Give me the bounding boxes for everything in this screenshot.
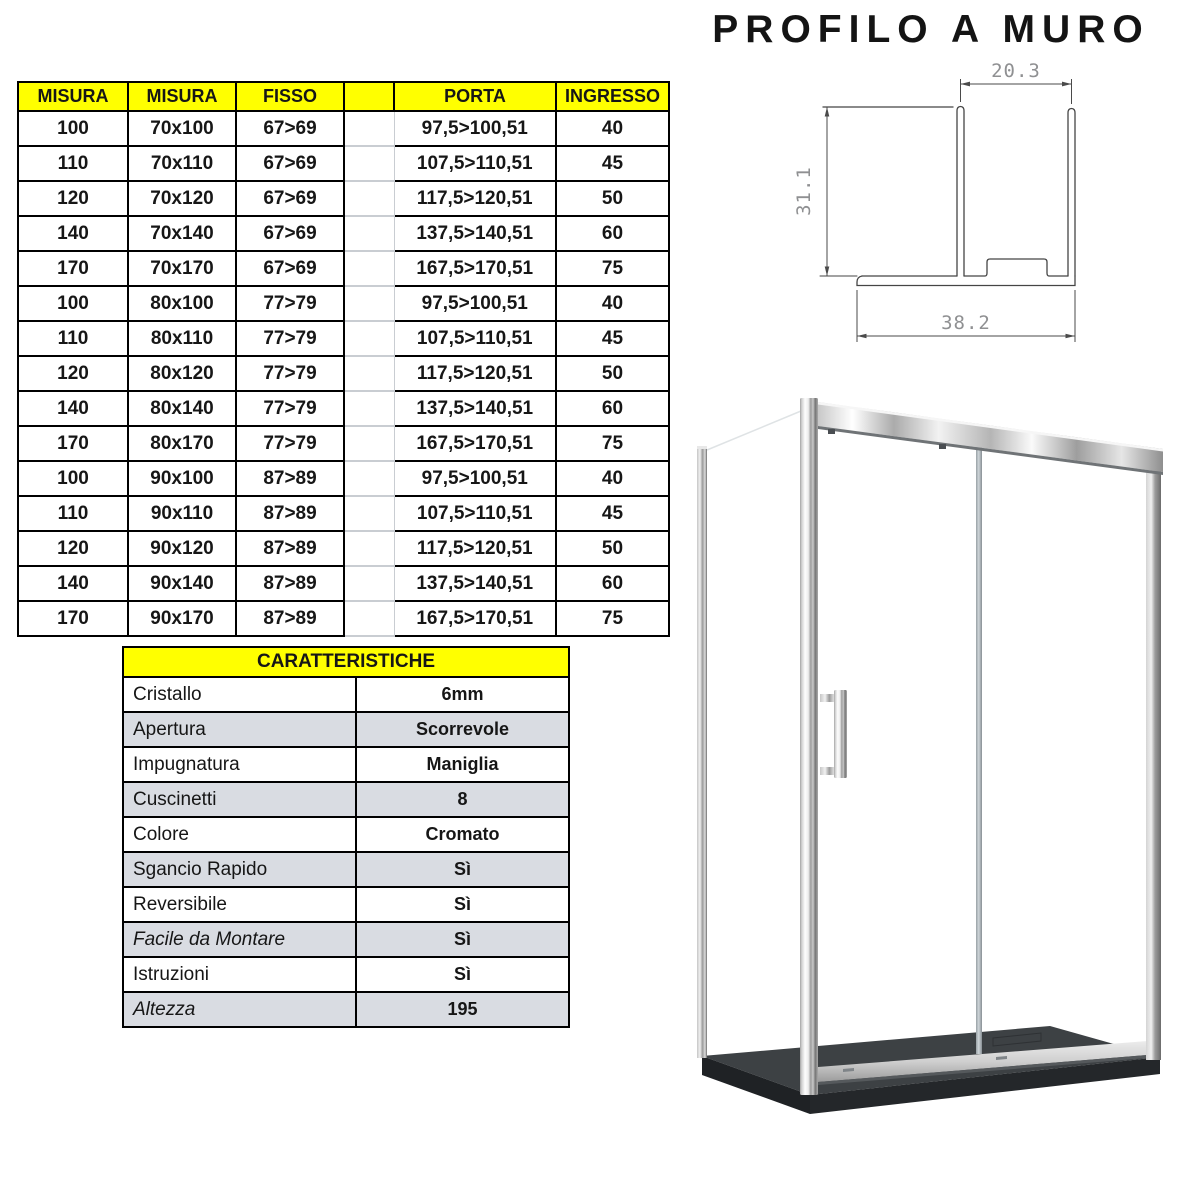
feature-label: Facile da Montare [123, 922, 356, 957]
sizes-row [18, 461, 669, 496]
sizes-row [18, 531, 669, 566]
sizes-cell: 75 [556, 601, 669, 636]
sizes-cell: 167,5>170,51 [394, 251, 556, 286]
feature-row [123, 922, 569, 957]
feature-value: Cromato [356, 817, 569, 852]
sizes-cell: 70x100 [128, 111, 236, 146]
sizes-cell: 40 [556, 461, 669, 496]
sizes-col-header-3 [344, 82, 394, 111]
dim-bottom-arrow-left [857, 334, 867, 339]
roller-bracket-right [939, 444, 946, 449]
sizes-cell: 140 [18, 391, 128, 426]
sizes-cell: 140 [18, 566, 128, 601]
sizes-cell: 50 [556, 531, 669, 566]
sizes-cell: 67>69 [236, 181, 344, 216]
feature-label: Apertura [123, 712, 356, 747]
sizes-cell: 77>79 [236, 286, 344, 321]
sizes-cell: 50 [556, 356, 669, 391]
sizes-cell: 87>89 [236, 496, 344, 531]
feature-value: 195 [356, 992, 569, 1027]
feature-row [123, 747, 569, 782]
feature-value: Sì [356, 957, 569, 992]
sizes-col-header-1: MISURA [128, 82, 236, 111]
profile-base-bottom [857, 276, 1075, 286]
sizes-cell: 70x120 [128, 181, 236, 216]
sizes-cell: 110 [18, 146, 128, 181]
sizes-cell: 117,5>120,51 [394, 356, 556, 391]
feature-row [123, 887, 569, 922]
sizes-cell: 107,5>110,51 [394, 321, 556, 356]
dim-left-label: 31.1 [793, 166, 815, 216]
sizes-cell: 60 [556, 391, 669, 426]
sizes-cell: 167,5>170,51 [394, 426, 556, 461]
sizes-cell: 90x100 [128, 461, 236, 496]
feature-label: Reversibile [123, 887, 356, 922]
sizes-cell: 100 [18, 286, 128, 321]
dim-bottom-label: 38.2 [941, 312, 991, 334]
feature-value: 8 [356, 782, 569, 817]
sizes-cell [344, 216, 394, 251]
sizes-cell [344, 251, 394, 286]
sizes-col-header-0: MISURA [18, 82, 128, 111]
dim-bottom-arrow-right [1066, 334, 1076, 339]
feature-label: Istruzioni [123, 957, 356, 992]
dim-top-lines [961, 79, 1072, 104]
sizes-cell: 70x110 [128, 146, 236, 181]
sizes-cell: 77>79 [236, 321, 344, 356]
front-left-post [800, 398, 818, 1095]
dim-top-arrow-left [961, 82, 971, 87]
sizes-cell: 167,5>170,51 [394, 601, 556, 636]
feature-row [123, 992, 569, 1027]
sizes-cell: 77>79 [236, 426, 344, 461]
feature-value: Sì [356, 887, 569, 922]
sizes-cell: 117,5>120,51 [394, 181, 556, 216]
feature-row [123, 957, 569, 992]
sizes-row [18, 426, 669, 461]
sizes-row [18, 251, 669, 286]
sizes-cell [344, 461, 394, 496]
sizes-table-header-row [18, 82, 669, 111]
sizes-cell: 67>69 [236, 146, 344, 181]
sizes-cell: 50 [556, 181, 669, 216]
sizes-cell: 67>69 [236, 251, 344, 286]
feature-label: Altezza [123, 992, 356, 1027]
sizes-cell: 107,5>110,51 [394, 146, 556, 181]
sizes-row [18, 566, 669, 601]
sizes-row [18, 146, 669, 181]
sizes-cell: 80x170 [128, 426, 236, 461]
sizes-cell: 97,5>100,51 [394, 461, 556, 496]
sizes-cell: 45 [556, 146, 669, 181]
features-table-title: CARATTERISTICHE [123, 647, 569, 677]
sizes-cell: 40 [556, 286, 669, 321]
sizes-cell: 80x100 [128, 286, 236, 321]
sizes-cell [344, 286, 394, 321]
dim-left-arrow-bottom [825, 267, 830, 277]
top-bar [818, 402, 1163, 472]
feature-row [123, 852, 569, 887]
sizes-row [18, 181, 669, 216]
sizes-row [18, 286, 669, 321]
sizes-cell: 45 [556, 321, 669, 356]
sizes-cell: 80x140 [128, 391, 236, 426]
sizes-cell: 117,5>120,51 [394, 531, 556, 566]
profile-right-tab [1068, 109, 1075, 277]
sizes-cell: 67>69 [236, 216, 344, 251]
sizes-row [18, 601, 669, 636]
sizes-row [18, 321, 669, 356]
feature-value: Sì [356, 852, 569, 887]
sizes-cell: 90x110 [128, 496, 236, 531]
right-wall-post [1146, 450, 1161, 1060]
sizes-cell [344, 601, 394, 636]
sizes-cell [344, 426, 394, 461]
feature-row [123, 677, 569, 712]
sizes-row [18, 391, 669, 426]
sizes-cell [344, 111, 394, 146]
sizes-cell: 75 [556, 426, 669, 461]
sizes-cell: 90x140 [128, 566, 236, 601]
sizes-cell: 70x140 [128, 216, 236, 251]
sizes-cell: 110 [18, 321, 128, 356]
sizes-cell: 170 [18, 601, 128, 636]
feature-label: Cuscinetti [123, 782, 356, 817]
sizes-cell: 137,5>140,51 [394, 216, 556, 251]
sizes-cell: 120 [18, 181, 128, 216]
sizes-cell: 77>79 [236, 391, 344, 426]
features-header-row [123, 647, 569, 677]
sizes-cell [344, 356, 394, 391]
sizes-cell [344, 181, 394, 216]
sizes-cell: 120 [18, 531, 128, 566]
sizes-cell [344, 321, 394, 356]
sizes-cell: 60 [556, 216, 669, 251]
feature-value: Scorrevole [356, 712, 569, 747]
feature-label: Sgancio Rapido [123, 852, 356, 887]
sizes-cell: 137,5>140,51 [394, 566, 556, 601]
dim-left-arrow-top [825, 107, 830, 117]
sizes-cell [344, 391, 394, 426]
features-table [122, 646, 570, 1028]
sizes-cell: 67>69 [236, 111, 344, 146]
sizes-cell: 137,5>140,51 [394, 391, 556, 426]
sizes-cell: 77>79 [236, 356, 344, 391]
shower-enclosure-render [660, 380, 1200, 1130]
sizes-cell: 90x170 [128, 601, 236, 636]
sizes-cell: 80x110 [128, 321, 236, 356]
sizes-row [18, 496, 669, 531]
feature-label: Colore [123, 817, 356, 852]
sizes-cell: 87>89 [236, 566, 344, 601]
sizes-cell: 140 [18, 216, 128, 251]
sizes-cell [344, 566, 394, 601]
sizes-col-header-4: PORTA [394, 82, 556, 111]
sizes-row [18, 356, 669, 391]
sizes-cell: 100 [18, 111, 128, 146]
sizes-cell: 97,5>100,51 [394, 286, 556, 321]
sizes-cell: 70x170 [128, 251, 236, 286]
sizes-row [18, 111, 669, 146]
rear-wall-post-cap [697, 446, 707, 449]
handle-bar [834, 690, 847, 778]
glass-divider-edge [976, 438, 982, 1054]
feature-row [123, 782, 569, 817]
sizes-cell: 60 [556, 566, 669, 601]
sizes-col-header-5: INGRESSO [556, 82, 669, 111]
sizes-cell: 107,5>110,51 [394, 496, 556, 531]
feature-row [123, 712, 569, 747]
sizes-cell: 87>89 [236, 531, 344, 566]
feature-row [123, 817, 569, 852]
sizes-cell: 170 [18, 426, 128, 461]
sizes-cell [344, 496, 394, 531]
sizes-cell: 97,5>100,51 [394, 111, 556, 146]
feature-label: Cristallo [123, 677, 356, 712]
rear-wall-post [697, 447, 707, 1058]
sizes-cell: 75 [556, 251, 669, 286]
sizes-cell: 100 [18, 461, 128, 496]
sizes-cell: 110 [18, 496, 128, 531]
feature-label: Impugnatura [123, 747, 356, 782]
sizes-col-header-2: FISSO [236, 82, 344, 111]
sizes-cell: 90x120 [128, 531, 236, 566]
feature-value: 6mm [356, 677, 569, 712]
sizes-cell: 45 [556, 496, 669, 531]
dim-top-label: 20.3 [991, 60, 1041, 82]
page-title: PROFILO A MURO [712, 8, 1150, 51]
feature-value: Sì [356, 922, 569, 957]
sizes-row [18, 216, 669, 251]
sizes-table [17, 81, 670, 637]
wall-profile-drawing [780, 58, 1120, 368]
dim-top-arrow-right [1062, 82, 1072, 87]
profile-left-tab [957, 107, 964, 277]
roller-bracket-left [828, 429, 835, 434]
sizes-cell: 40 [556, 111, 669, 146]
feature-value: Maniglia [356, 747, 569, 782]
profile-base-top [862, 259, 1068, 276]
sizes-cell: 120 [18, 356, 128, 391]
sizes-cell: 170 [18, 251, 128, 286]
side-glass-edge [707, 411, 801, 450]
sizes-cell: 80x120 [128, 356, 236, 391]
sizes-cell [344, 146, 394, 181]
sizes-cell [344, 531, 394, 566]
sizes-cell: 87>89 [236, 601, 344, 636]
sizes-cell: 87>89 [236, 461, 344, 496]
